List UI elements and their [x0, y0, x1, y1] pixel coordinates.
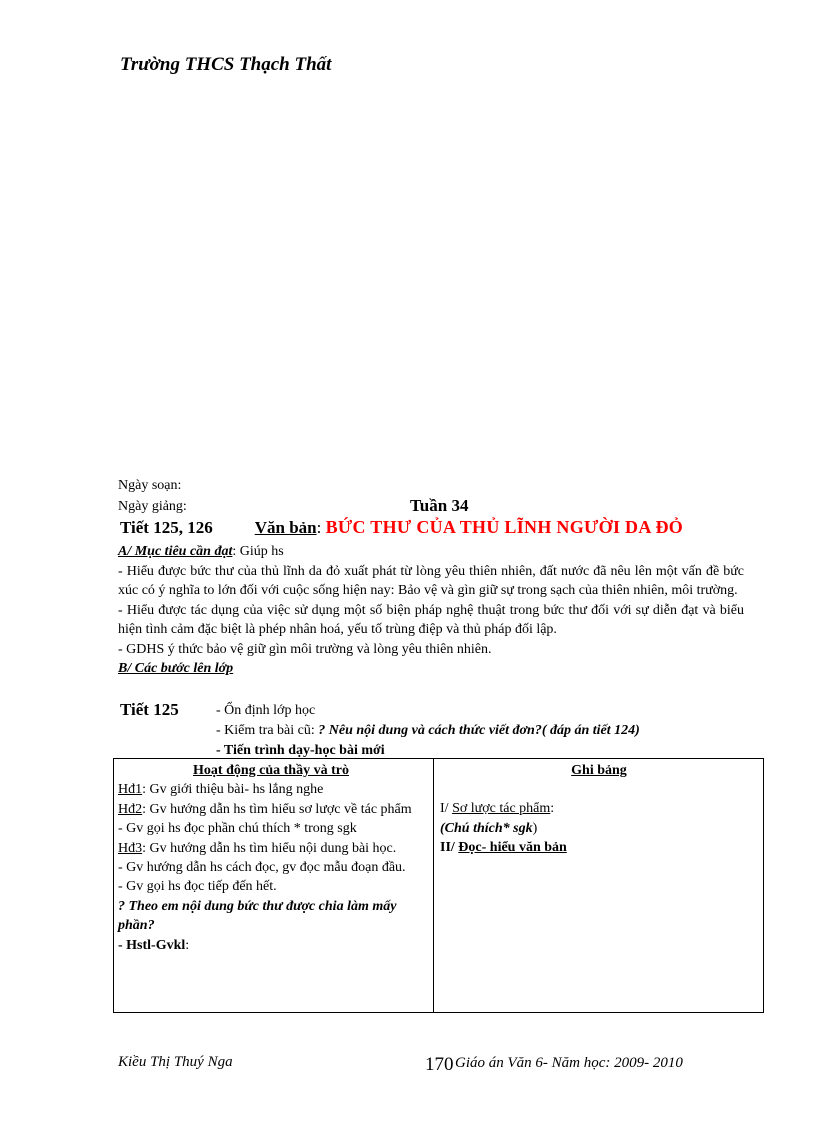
period-125-label: Tiết 125 [120, 700, 179, 719]
activity-line: - Hstl-Gvkl: [118, 937, 190, 953]
board-line: I/ Sơ lược tác phẩm: [440, 801, 555, 817]
board-line: (Chú thích* sgk) [440, 820, 538, 836]
objectives-heading: A/ Mục tiêu cần đạt [118, 544, 233, 559]
step-item: - Ổn định lớp học [216, 703, 316, 718]
lesson-colon: : [316, 518, 326, 537]
footer-author: Kiều Thị Thuý Nga [118, 1054, 233, 1070]
board-line: II/ Đọc- hiểu văn bản [440, 840, 567, 856]
page-number: 170 [425, 1054, 454, 1075]
steps-heading: B/ Các bước lên lớp [118, 661, 234, 676]
objective-item: - GDHS ý thức bảo vệ giữ gìn môi trường và lòng yêu thiên nhiên. [118, 641, 492, 657]
footer-info: Giáo án Văn 6- Năm học: 2009- 2010 [455, 1055, 683, 1071]
teacher-student-column [118, 761, 424, 955]
activity-line: Hđ1: Gv giới thiệu bài- hs lắng nghe [118, 782, 324, 798]
review-question: ? Nêu nội dung và cách thức viết đơn?( đáp án tiết 124) [318, 723, 640, 738]
board-notes-column [440, 761, 758, 858]
school-name: Trường THCS Thạch Thất [120, 54, 332, 75]
activity-line: - Gv gọi hs đọc phần chú thích * trong sgk [118, 821, 357, 837]
objectives-heading-line [118, 542, 744, 562]
week-label: Tuần 34 [410, 496, 469, 515]
objectives-intro: : Giúp hs [232, 544, 284, 559]
lesson-title-line [120, 517, 683, 538]
date-prepared-label: Ngày soạn: [118, 478, 182, 493]
activity-line: Hđ3: Gv hướng dẫn hs tìm hiểu nội dung bài học. [118, 840, 397, 856]
lesson-periods: Tiết 125, 126 [120, 518, 213, 537]
date-taught-label: Ngày giảng: [118, 499, 187, 514]
right-column-header: Ghi bảng [571, 763, 627, 778]
table-column-divider [433, 759, 434, 1012]
objective-item: - Hiểu được tác dụng của việc sử dụng một số biện pháp nghệ thuật trong bức thư đối với sự diễn đạt và biểu hiện tình cảm đặc biệt là phép nhân hoá, yếu tố trùng điệp và thủ pháp đối lập. [118, 602, 744, 637]
step-item: - Tiến trình dạy-học bài mới [216, 743, 385, 758]
steps-list [216, 701, 640, 761]
activity-line: - Gv hướng dẫn hs cách đọc, gv đọc mẫu đoạn đầu. [118, 860, 406, 876]
activity-line: Hđ2: Gv hướng dẫn hs tìm hiểu sơ lược về tác phẩm [118, 801, 412, 817]
activity-question: ? Theo em nội dung bức thư được chia làm mấy phần? [118, 898, 397, 934]
lesson-title: BỨC THƯ CỦA THỦ LĨNH NGƯỜI DA ĐỎ [325, 517, 684, 537]
activity-line: - Gv gọi hs đọc tiếp đến hết. [118, 879, 277, 895]
text-label: Văn bản [254, 518, 317, 537]
step-item: - Kiểm tra bài cũ: ? Nêu nội dung và cách thức viết đơn?( đáp án tiết 124) [216, 723, 640, 738]
left-column-header: Hoạt động của thầy và trò [193, 763, 349, 778]
objective-item: - Hiểu được bức thư của thủ lĩnh da đỏ xuất phát từ lòng yêu thiên nhiên, đất nước đã nêu lên một vấn đề bức xúc có ý nghĩa to lớn đối với cuộc sống hiện nay: Bảo vệ và gìn giữ sự trong sạch của thiên nhiên, môi trường. [118, 563, 744, 598]
lesson-table [113, 758, 764, 1013]
objectives-section [118, 542, 744, 679]
